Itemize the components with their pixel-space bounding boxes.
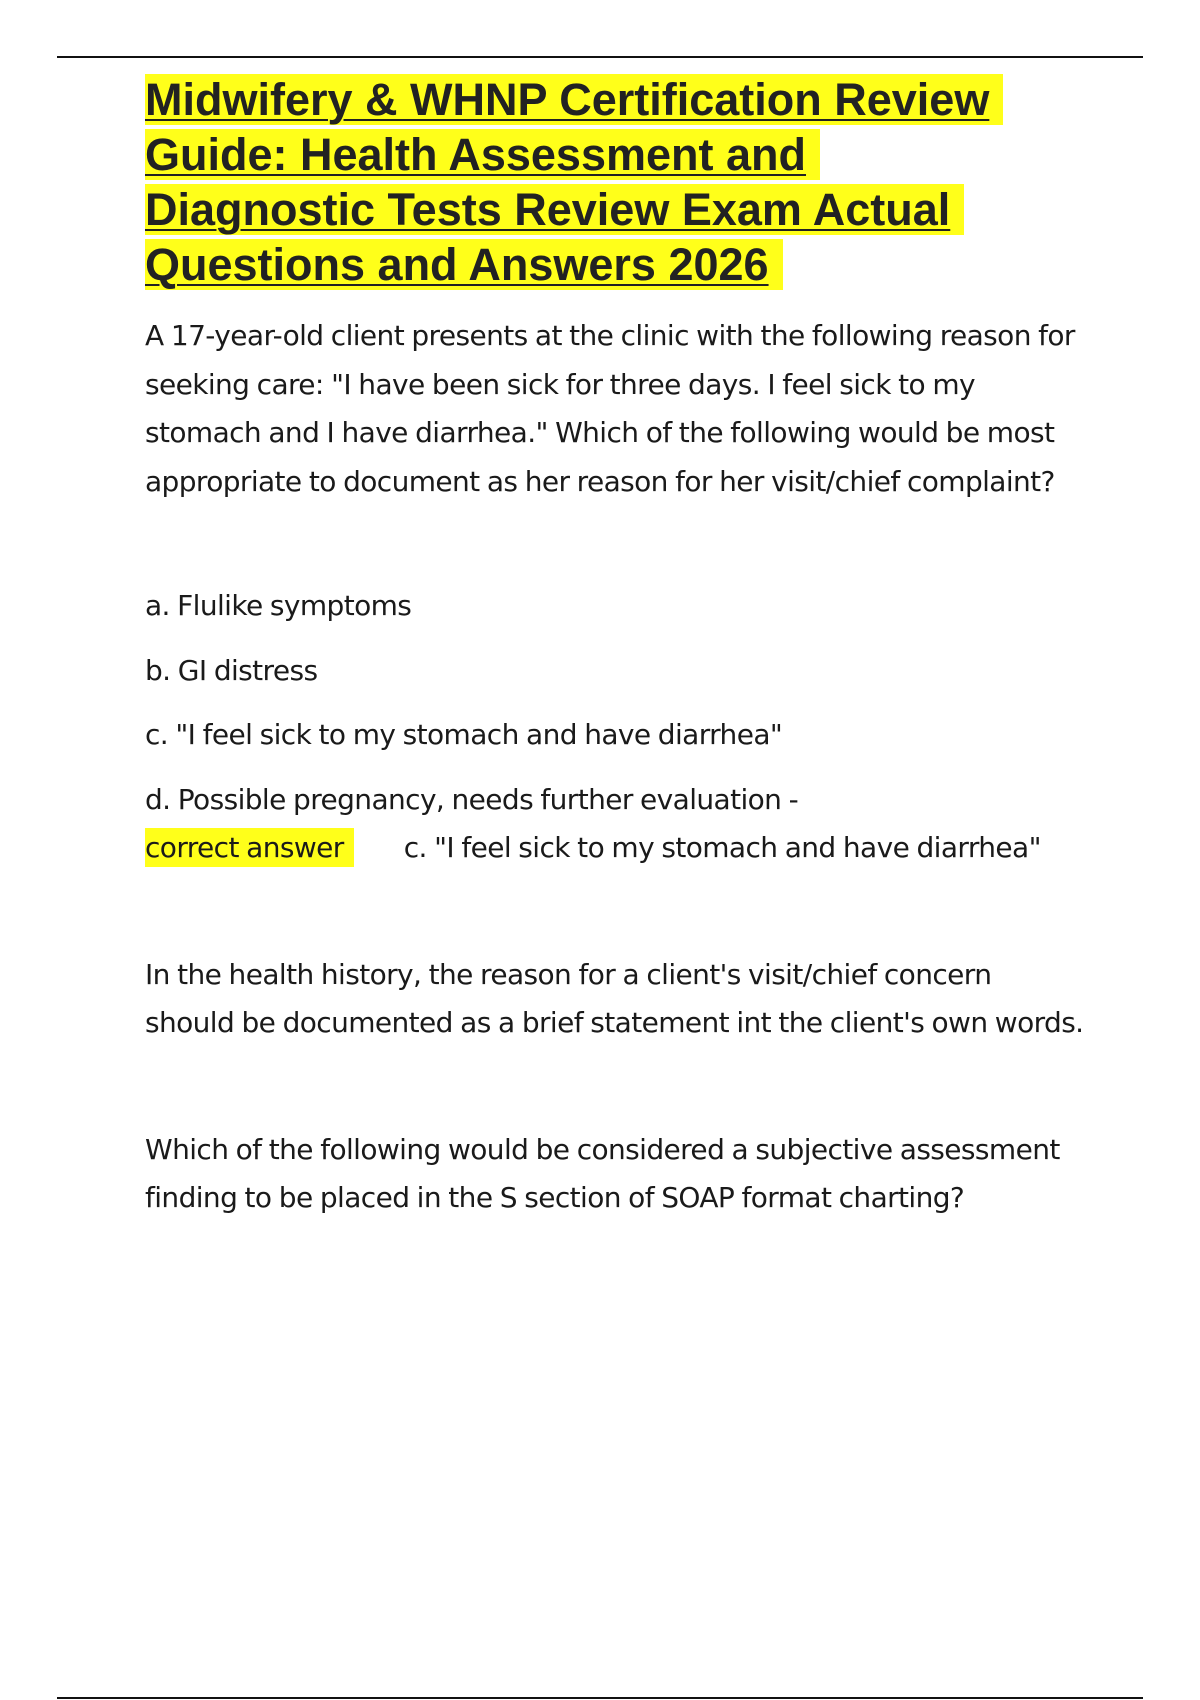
question-2-stem: Which of the following would be considered a subjective assessment finding to be placed in the S section of SOAP format charting? xyxy=(145,1132,1060,1214)
bottom-divider xyxy=(57,1697,1143,1699)
question-1-options xyxy=(145,582,1085,873)
correct-answer-value: c. "I feel sick to my stomach and have diarrhea" xyxy=(403,831,1041,864)
option-c: c. "I feel sick to my stomach and have diarrhea" xyxy=(145,718,783,751)
top-divider xyxy=(57,56,1143,58)
correct-answer-label: correct answer xyxy=(145,828,354,867)
document-body xyxy=(145,72,1085,1223)
answer-line xyxy=(145,824,1085,873)
question-1-stem: A 17-year-old client presents at the clinic with the following reason for seeking care: "I have been sick for three days. I feel sick to my stomach and I have diarrhea." Which of the following would be most appropriate to document as her reason for her visit/chief complaint? xyxy=(145,319,1075,498)
question-1-explanation: In the health history, the reason for a client's visit/chief concern should be documented as a brief statement int the client's own words. xyxy=(145,957,1084,1039)
document-title: Midwifery & WHNP Certification Review Guide: Health Assessment and Diagnostic Tests Review Exam Actual Questions and Answers 2026 xyxy=(145,72,1015,292)
option-a: a. Flulike symptoms xyxy=(145,589,412,622)
option-b: b. GI distress xyxy=(145,653,318,687)
option-d: d. Possible pregnancy, needs further evaluation - xyxy=(145,782,799,816)
